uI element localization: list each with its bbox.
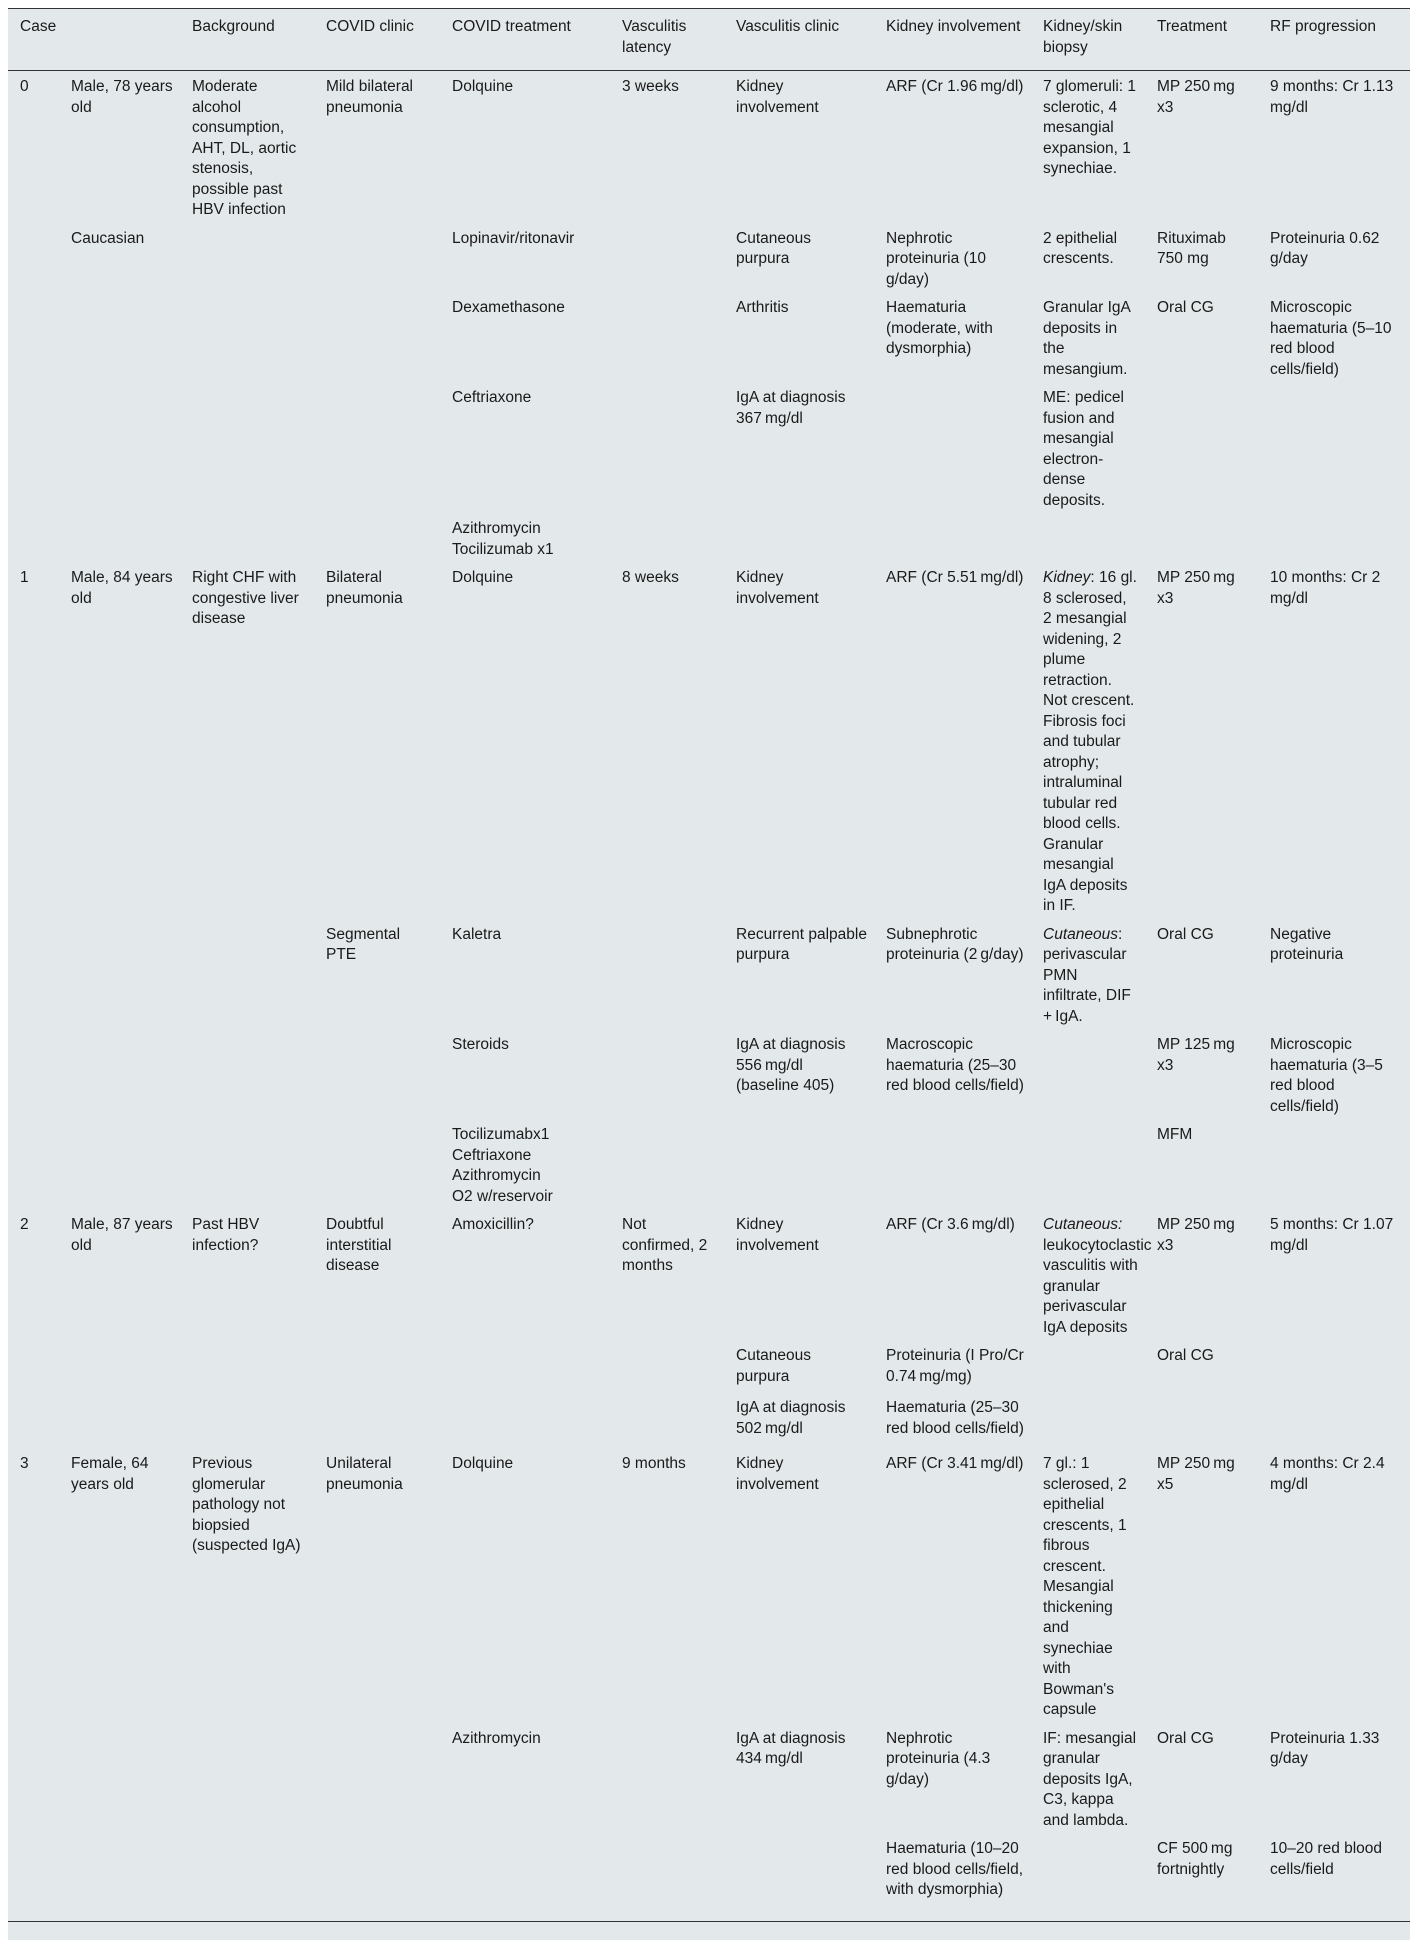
kidney-involvement-cell: ARF (Cr 1.96 mg/dl)	[886, 78, 1024, 95]
background-cell	[180, 382, 314, 513]
table-row	[8, 513, 1410, 562]
rf-progression-cell: Proteinuria 1.33 g/day	[1270, 1729, 1383, 1767]
background-cell	[180, 1119, 314, 1209]
header-rf-progression: RF progression	[1258, 9, 1410, 71]
case-cell	[8, 1119, 59, 1209]
patient-cell	[59, 382, 180, 513]
biopsy-type-label: Cutaneous	[1043, 925, 1118, 943]
biopsy-text: : 16 gl. 8 sclerosed, 2 mesangial widening, 2 plume retraction. Not crescent. Fibrosis foci and tubular atrophy; intraluminal tubular red blood cells. Granular mesangial IgA deposits in IF.	[1043, 569, 1137, 914]
vasculitis-latency-cell	[610, 1723, 724, 1834]
header-covid-clinic: COVID clinic	[314, 9, 440, 71]
treatment-cell: MP 250 mg x3	[1157, 78, 1235, 116]
header-kidney-involvement: Kidney involvement	[874, 9, 1031, 71]
vasculitis-clinic-cell: Cutaneous purpura	[736, 1347, 811, 1385]
vasculitis-clinic-cell: Cutaneous purpura	[736, 229, 811, 267]
case-cell	[8, 1392, 59, 1448]
vasculitis-latency-cell	[610, 1119, 724, 1209]
background-cell	[180, 1723, 314, 1834]
kidney-involvement-cell	[874, 513, 1031, 562]
treatment-cell	[1145, 1392, 1258, 1448]
covid-clinic-cell: Doubtful interstitial disease	[326, 1216, 392, 1274]
case-cell	[8, 1029, 59, 1119]
covid-treatment-cell	[440, 1392, 610, 1448]
covid-treatment-cell: Ceftriaxone	[452, 389, 532, 406]
case-cell: 2	[20, 1216, 29, 1233]
biopsy-cell	[1031, 1209, 1152, 1340]
rf-progression-cell	[1258, 1340, 1410, 1392]
treatment-cell: MFM	[1157, 1126, 1193, 1143]
table-row	[8, 919, 1410, 1030]
header-row	[8, 9, 1410, 71]
vasculitis-clinic-cell: Kidney involvement	[736, 1216, 819, 1254]
vasculitis-clinic-cell: Kidney involvement	[736, 569, 819, 607]
patient-cell	[59, 1119, 180, 1209]
biopsy-cell	[1031, 1029, 1145, 1119]
covid-treatment-cell: Dolquine	[452, 78, 514, 95]
covid-treatment-cell: Azithromycin	[452, 1729, 541, 1747]
header-vasculitis-clinic: Vasculitis clinic	[724, 9, 874, 71]
vasculitis-latency-cell	[610, 513, 724, 562]
case-cell: 1	[20, 569, 29, 586]
covid-treatment-cell: Lopinavir/ritonavir	[452, 229, 575, 247]
kidney-involvement-cell	[874, 382, 1031, 513]
treatment-cell: Rituximab 750 mg	[1157, 229, 1226, 267]
treatment-cell: Oral CG	[1157, 925, 1214, 943]
biopsy-text: leukocytoclastic vasculitis with granular perivascular IgA deposits	[1043, 1236, 1152, 1336]
biopsy-cell: ME: pedicel fusion and mesangial electron-dense deposits.	[1043, 389, 1124, 509]
case-cell: 0	[20, 78, 29, 95]
vasculitis-clinic-cell	[724, 1119, 874, 1209]
vasculitis-latency-cell: 9 months	[622, 1455, 686, 1472]
table-row	[8, 1029, 1410, 1119]
covid-treatment-cell: Steroids	[452, 1036, 509, 1053]
background-cell	[180, 1340, 314, 1392]
covid-clinic-cell	[314, 292, 440, 382]
case-cell	[8, 1833, 59, 1921]
background-cell	[180, 1029, 314, 1119]
covid-clinic-cell	[314, 513, 440, 562]
covid-clinic-cell: Unilateral pneumonia	[326, 1455, 403, 1493]
rf-progression-cell	[1258, 1119, 1410, 1209]
patient-cell	[59, 1029, 180, 1119]
treatment-cell: Oral CG	[1157, 1729, 1214, 1747]
vasculitis-clinic-cell: Recurrent palpable purpura	[736, 925, 867, 963]
covid-treatment-cell: Dolquine	[452, 1455, 514, 1472]
biopsy-type-label: Kidney	[1043, 569, 1091, 586]
patient-cell: Male, 84 years old	[71, 569, 173, 607]
background-cell: Past HBV infection?	[192, 1216, 260, 1254]
table-row	[8, 562, 1410, 919]
vasculitis-clinic-cell: IgA at diagnosis 556 mg/dl (baseline 405)	[736, 1036, 846, 1094]
vasculitis-clinic-cell	[724, 1833, 874, 1921]
biopsy-cell	[1031, 1392, 1145, 1448]
covid-clinic-cell: Bilateral pneumonia	[326, 569, 403, 607]
kidney-involvement-cell: Macroscopic haematuria (25–30 red blood cells/field)	[886, 1036, 1024, 1094]
treatment-cell	[1145, 382, 1258, 513]
patient-cell	[59, 1340, 180, 1392]
background-cell	[180, 1833, 314, 1921]
case-cell	[8, 382, 59, 513]
vasculitis-clinic-cell	[724, 513, 874, 562]
biopsy-text: : perivascular PMN infiltrate, DIF + IgA.	[1043, 925, 1134, 1025]
treatment-cell: MP 250 mg x5	[1157, 1455, 1235, 1493]
table-body	[8, 71, 1410, 1922]
vasculitis-latency-cell	[610, 292, 724, 382]
rf-progression-cell: 10–20 red blood cells/field	[1258, 1833, 1410, 1921]
patient-cell: Male, 87 years old	[71, 1216, 173, 1254]
rf-progression-cell	[1258, 1392, 1410, 1448]
patient-cell: Caucasian	[71, 229, 145, 247]
biopsy-cell: 7 gl.: 1 sclerosed, 2 epithelial crescents, 1 fibrous crescent. Mesangial thickening and synechiae with Bowman's capsule	[1043, 1455, 1127, 1718]
biopsy-cell: 7 glomeruli: 1 sclerotic, 4 mesangial expansion, 1 synechiae.	[1043, 78, 1137, 177]
vasculitis-latency-cell: Not confirmed, 2 months	[622, 1216, 708, 1274]
vasculitis-latency-cell	[610, 382, 724, 513]
covid-treatment-cell: Kaletra	[452, 925, 502, 943]
case-cell	[8, 919, 59, 1030]
kidney-involvement-cell: Haematuria (10–20 red blood cells/field, with dysmorphia)	[874, 1833, 1031, 1921]
table-row	[8, 223, 1410, 293]
covid-treatment-cell: Azithromycin Tocilizumab x1	[452, 520, 554, 558]
treatment-cell: MP 250 mg x3	[1157, 1216, 1235, 1254]
kidney-involvement-cell: Nephrotic proteinuria (4.3 g/day)	[886, 1729, 994, 1788]
rf-progression-cell: Microscopic haematuria (3–5 red blood cells/field)	[1270, 1036, 1383, 1115]
kidney-involvement-cell: ARF (Cr 5.51 mg/dl)	[886, 569, 1024, 586]
vasculitis-latency-cell	[610, 1833, 724, 1921]
rf-progression-cell: Proteinuria 0.62 g/day	[1270, 229, 1383, 267]
table-row	[8, 1723, 1410, 1834]
rf-progression-cell: Microscopic haematuria (5–10 red blood cells/field)	[1270, 299, 1392, 378]
vasculitis-latency-cell	[610, 919, 724, 1030]
vasculitis-latency-cell	[610, 1340, 724, 1392]
patient-cell: Female, 64 years old	[71, 1455, 149, 1493]
rf-progression-cell: 9 months: Cr 1.13 mg/dl	[1270, 78, 1397, 116]
background-cell	[180, 919, 314, 1030]
covid-clinic-cell	[314, 382, 440, 513]
table-row	[8, 1392, 1410, 1448]
header-covid-treatment: COVID treatment	[440, 9, 610, 71]
vasculitis-clinic-cell: Kidney involvement	[736, 78, 819, 116]
kidney-involvement-cell: ARF (Cr 3.6 mg/dl)	[886, 1216, 1015, 1233]
kidney-involvement-cell: Haematuria (25–30 red blood cells/field)	[886, 1399, 1024, 1437]
patient-cell	[59, 513, 180, 562]
vasculitis-latency-cell: 8 weeks	[622, 569, 679, 586]
vasculitis-latency-cell	[610, 1392, 724, 1448]
biopsy-cell	[1031, 1119, 1145, 1209]
table-row	[8, 1448, 1410, 1723]
kidney-involvement-cell: Nephrotic proteinuria (10 g/day)	[886, 229, 990, 288]
treatment-cell: Oral CG	[1157, 299, 1214, 316]
covid-clinic-cell	[314, 1029, 440, 1119]
header-biopsy: Kidney/skin biopsy	[1031, 9, 1145, 71]
background-cell	[180, 1392, 314, 1448]
covid-treatment-cell: Amoxicillin?	[452, 1216, 534, 1233]
patient-cell	[59, 1392, 180, 1448]
case-cell	[8, 223, 59, 293]
kidney-involvement-cell: Haematuria (moderate, with dysmorphia)	[886, 299, 993, 357]
covid-clinic-cell	[314, 1392, 440, 1448]
covid-treatment-cell	[440, 1340, 610, 1392]
treatment-cell: MP 250 mg x3	[1157, 569, 1235, 607]
treatment-cell: Oral CG	[1157, 1347, 1214, 1364]
table-row	[8, 1209, 1410, 1340]
table-row	[8, 1340, 1410, 1392]
vasculitis-clinic-cell: Kidney involvement	[736, 1455, 819, 1493]
table-row	[8, 1833, 1410, 1921]
rf-progression-cell	[1258, 382, 1410, 513]
biopsy-cell	[1031, 1340, 1145, 1392]
case-cell	[8, 1340, 59, 1392]
biopsy-cell: IF: mesangial granular deposits IgA, C3, kappa and lambda.	[1043, 1729, 1137, 1829]
patient-cell: Male, 78 years old	[71, 78, 173, 116]
biopsy-cell	[1031, 562, 1145, 919]
background-cell: Right CHF with congestive liver disease	[192, 569, 299, 627]
covid-clinic-cell	[314, 1723, 440, 1834]
treatment-cell: MP 125 mg x3	[1157, 1036, 1235, 1074]
covid-treatment-cell: Dolquine	[452, 569, 514, 586]
rf-progression-cell: 5 months: Cr 1.07 mg/dl	[1270, 1216, 1397, 1254]
patient-cell	[59, 1723, 180, 1834]
treatment-cell: CF 500 mg fortnightly	[1145, 1833, 1258, 1921]
covid-clinic-cell	[314, 1340, 440, 1392]
kidney-involvement-cell: ARF (Cr 3.41 mg/dl)	[886, 1455, 1024, 1472]
rf-progression-cell	[1258, 513, 1410, 562]
case-cell	[8, 1723, 59, 1834]
header-vasculitis-latency: Vasculitis latency	[610, 9, 724, 71]
table-row	[8, 292, 1410, 382]
vasculitis-clinic-cell: IgA at diagnosis 502 mg/dl	[736, 1399, 846, 1437]
covid-treatment-cell: Tocilizumabx1 Ceftriaxone Azithromycin O2 w/reservoir	[452, 1126, 553, 1205]
background-cell: Moderate alcohol consumption, AHT, DL, aortic stenosis, possible past HBV infection	[192, 78, 297, 218]
vasculitis-clinic-cell: Arthritis	[736, 299, 789, 316]
biopsy-cell	[1031, 513, 1145, 562]
covid-clinic-cell: Mild bilateral pneumonia	[326, 78, 414, 116]
vasculitis-latency-cell: 3 weeks	[622, 78, 679, 95]
kidney-involvement-cell: Proteinuria (I Pro/Cr 0.74 mg/mg)	[886, 1347, 1024, 1385]
vasculitis-clinic-cell: IgA at diagnosis 434 mg/dl	[736, 1729, 846, 1767]
header-treatment: Treatment	[1145, 9, 1258, 71]
background-cell	[180, 223, 314, 293]
clinical-cases-table	[8, 8, 1410, 1922]
covid-clinic-cell	[314, 1833, 440, 1921]
patient-cell	[59, 292, 180, 382]
table-container	[8, 8, 1410, 1940]
rf-progression-cell: Negative proteinuria	[1270, 925, 1344, 963]
background-cell	[180, 292, 314, 382]
covid-treatment-cell: Dexamethasone	[452, 299, 565, 316]
case-cell	[8, 513, 59, 562]
table-row	[8, 71, 1410, 223]
rf-progression-cell: 10 months: Cr 2 mg/dl	[1270, 569, 1384, 607]
case-cell	[8, 292, 59, 382]
vasculitis-clinic-cell: IgA at diagnosis 367 mg/dl	[736, 389, 846, 427]
biopsy-cell	[1031, 1833, 1145, 1921]
covid-treatment-cell	[440, 1833, 610, 1921]
kidney-involvement-cell	[874, 1119, 1031, 1209]
covid-clinic-cell	[314, 223, 440, 293]
header-background: Background	[180, 9, 314, 71]
vasculitis-latency-cell	[610, 1029, 724, 1119]
biopsy-type-label: Cutaneous:	[1043, 1216, 1123, 1233]
case-cell: 3	[20, 1455, 29, 1472]
biopsy-cell: Granular IgA deposits in the mesangium.	[1043, 299, 1131, 378]
rf-progression-cell: 4 months: Cr 2.4 mg/dl	[1270, 1455, 1388, 1493]
background-cell: Previous glomerular pathology not biopsied (suspected IgA)	[192, 1455, 301, 1554]
header-case: Case	[8, 9, 180, 71]
vasculitis-latency-cell	[610, 223, 724, 293]
table-row	[8, 382, 1410, 513]
patient-cell	[59, 1833, 180, 1921]
covid-clinic-cell	[314, 1119, 440, 1209]
biopsy-cell	[1031, 919, 1145, 1030]
covid-clinic-cell: Segmental PTE	[326, 925, 401, 963]
background-cell	[180, 513, 314, 562]
treatment-cell	[1145, 513, 1258, 562]
biopsy-cell: 2 epithelial crescents.	[1043, 229, 1118, 267]
table-row	[8, 1119, 1410, 1209]
kidney-involvement-cell: Subnephrotic proteinuria (2 g/day)	[886, 925, 1024, 963]
patient-cell	[59, 919, 180, 1030]
